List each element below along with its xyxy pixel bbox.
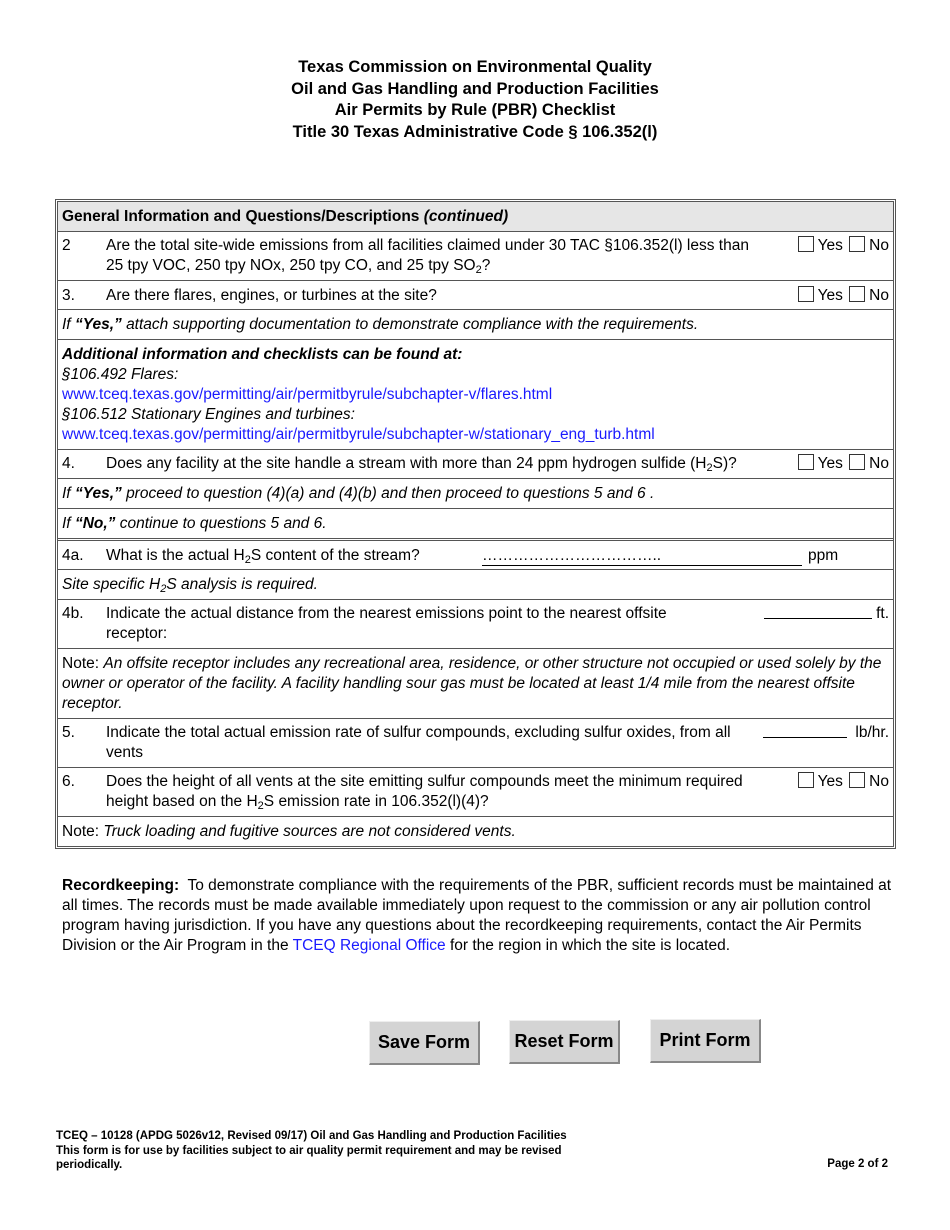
note-no-word: “No,” [74,515,116,532]
question-6-text [106,772,751,812]
question-4b [58,600,893,649]
additional-info-title: Additional information and checklists can be found at: [62,346,463,363]
note-yes-word: “Yes,” [74,316,122,333]
ppm-unit: ppm [808,547,839,564]
question-4a [58,541,893,570]
question-4b-number: 4b. [62,605,84,622]
document-header [0,57,950,143]
note-text: An offsite receptor includes any recreational area, residence, or other structure not occupied or used solely by the owner or operator of the facility. A facility handling sour gas must be located at least 1/4 mile from the nearest offsite receptor. [62,655,882,712]
h2s-content-field[interactable] [482,546,889,566]
recordkeeping-text-end: for the region in which the site is located. [449,937,730,954]
question-4-yes-checkbox[interactable] [798,454,814,470]
truck-note [58,817,893,846]
question-6-number: 6. [62,773,75,790]
question-2-text [106,236,751,276]
emission-rate-field [761,723,889,763]
distance-input-line[interactable] [764,605,872,619]
question-2-yes-checkbox[interactable] [798,236,814,252]
table-heading-suffix: (continued) [423,208,509,225]
note-text-main: Site specific H [62,576,161,593]
question-3-no-checkbox[interactable] [849,286,865,302]
question-5 [58,719,893,768]
question-4-yes-note [58,479,893,509]
question-4-text-main: Does any facility at the site handle a stream with more than 24 ppm hydrogen sulfide (H [106,455,707,472]
note-prefix: If [62,515,71,532]
recordkeeping-paragraph [62,876,892,956]
note-label: Note: [62,823,100,840]
subscript: 2 [706,462,713,474]
question-2 [58,232,893,281]
question-4-number: 4. [62,455,75,472]
note-text: attach supporting documentation to demonstrate compliance with the requirements. [126,316,699,333]
question-4 [58,450,893,479]
table-heading-text: General Information and Questions/Descriptions [62,208,420,225]
note-text: Truck loading and fugitive sources are not considered vents. [103,823,516,840]
flares-label: §106.492 Flares: [62,366,179,383]
question-3-number: 3. [62,287,75,304]
question-5-number: 5. [62,724,75,741]
no-label: No [869,455,889,472]
question-3-note [58,310,893,340]
question-2-number: 2 [62,237,71,254]
subscript: 2 [244,554,251,566]
form-title: Air Permits by Rule (PBR) Checklist [334,101,616,119]
regional-office-link[interactable]: TCEQ Regional Office [292,937,446,954]
question-6-text-end: S emission rate in 106.352(l)(4)? [263,793,489,810]
question-4a-note [58,570,893,600]
recordkeeping-label: Recordkeeping: [62,877,180,894]
code-reference: Title 30 Texas Administrative Code § 106.352(l) [292,122,658,141]
note-prefix: If [62,316,71,333]
yes-label: Yes [817,287,843,304]
question-5-text: Indicate the total actual emission rate of sulfur compounds, excluding sulfur oxides, from all vents [106,724,731,761]
lb-hr-unit: lb/hr. [855,724,889,741]
question-4-answer [751,454,889,474]
subscript: 2 [257,800,264,812]
note-prefix: If [62,485,71,502]
question-6-yes-checkbox[interactable] [798,772,814,788]
question-6-no-checkbox[interactable] [849,772,865,788]
distance-field [761,604,889,644]
questions-table [55,199,896,849]
question-6-answer [751,772,889,812]
dotted-leader: …………………………….. [482,547,662,564]
no-label: No [869,237,889,254]
print-form-button[interactable]: Print Form [650,1019,761,1063]
subscript: 2 [475,264,482,276]
subscript: 2 [160,583,167,595]
form-subject: Oil and Gas Handling and Production Facilities [291,79,659,98]
question-4-no-note [58,509,893,541]
question-2-answer [751,236,889,276]
additional-info [58,340,893,450]
question-6-text-main: Does the height of all vents at the site emitting sulfur compounds meet the minimum required height based on the H [106,773,743,810]
form-footer-info: TCEQ – 10128 (APDG 5026v12, Revised 09/17) Oil and Gas Handling and Production Facilities This form is for use by facilities subject to air quality permit requirement and may be revised periodically. [56,1130,567,1171]
question-4-text [106,454,751,474]
flares-link[interactable]: www.tceq.texas.gov/permitting/air/permitbyrule/subchapter-v/flares.html [62,386,553,403]
question-4-text-end: S)? [712,455,737,472]
no-label: No [869,773,889,790]
question-6 [58,768,893,817]
engines-link[interactable]: www.tceq.texas.gov/permitting/air/permitbyrule/subchapter-w/stationary_eng_turb.html [62,426,655,443]
question-4b-text: Indicate the actual distance from the nearest emissions point to the nearest offsite receptor: [106,605,667,642]
question-4-no-checkbox[interactable] [849,454,865,470]
note-text: continue to questions 5 and 6. [119,515,327,532]
emission-rate-input-line[interactable] [763,724,847,738]
note-label: Note: [62,655,100,672]
save-form-button[interactable]: Save Form [369,1021,480,1065]
engines-label: §106.512 Stationary Engines and turbines: [62,406,355,423]
table-heading [58,202,893,232]
question-2-no-checkbox[interactable] [849,236,865,252]
h2s-content-input-line[interactable] [482,547,802,566]
yes-label: Yes [817,773,843,790]
note-yes-word: “Yes,” [74,485,122,502]
question-4a-text [106,546,482,566]
agency-title: Texas Commission on Environmental Quality [298,58,652,76]
ft-unit: ft. [876,605,889,622]
question-4a-number: 4a. [62,547,84,564]
receptor-note [58,649,893,719]
question-3-yes-checkbox[interactable] [798,286,814,302]
question-2-text-end: ? [481,257,491,274]
yes-label: Yes [817,237,843,254]
question-3-text: Are there flares, engines, or turbines at the site? [106,287,437,304]
question-2-text-main: Are the total site-wide emissions from all facilities claimed under 30 TAC §106.352(l) less than 25 tpy VOC, 250 tpy NOx, 250 tpy CO, and 25 tpy SO [106,237,749,274]
note-text-end: S analysis is required. [166,576,318,593]
question-3 [58,281,893,310]
no-label: No [869,287,889,304]
question-4a-text-end: S content of the stream? [250,547,420,564]
question-4a-text-main: What is the actual H [106,547,245,564]
note-text: proceed to question (4)(a) and (4)(b) and then proceed to questions 5 and 6 . [126,485,655,502]
page-number: Page 2 of 2 [827,1158,888,1170]
recordkeeping-text: To demonstrate compliance with the requirements of the PBR, sufficient records must be maintained at all times. The records must be made available immediately upon request to the commission or any air pollution control program having jurisdiction. If you have any questions about the recordkeeping requirements, contact the Air Permits Division or the Air Program in the [62,877,892,954]
question-3-answer [751,286,889,306]
reset-form-button[interactable]: Reset Form [509,1020,620,1064]
yes-label: Yes [817,455,843,472]
